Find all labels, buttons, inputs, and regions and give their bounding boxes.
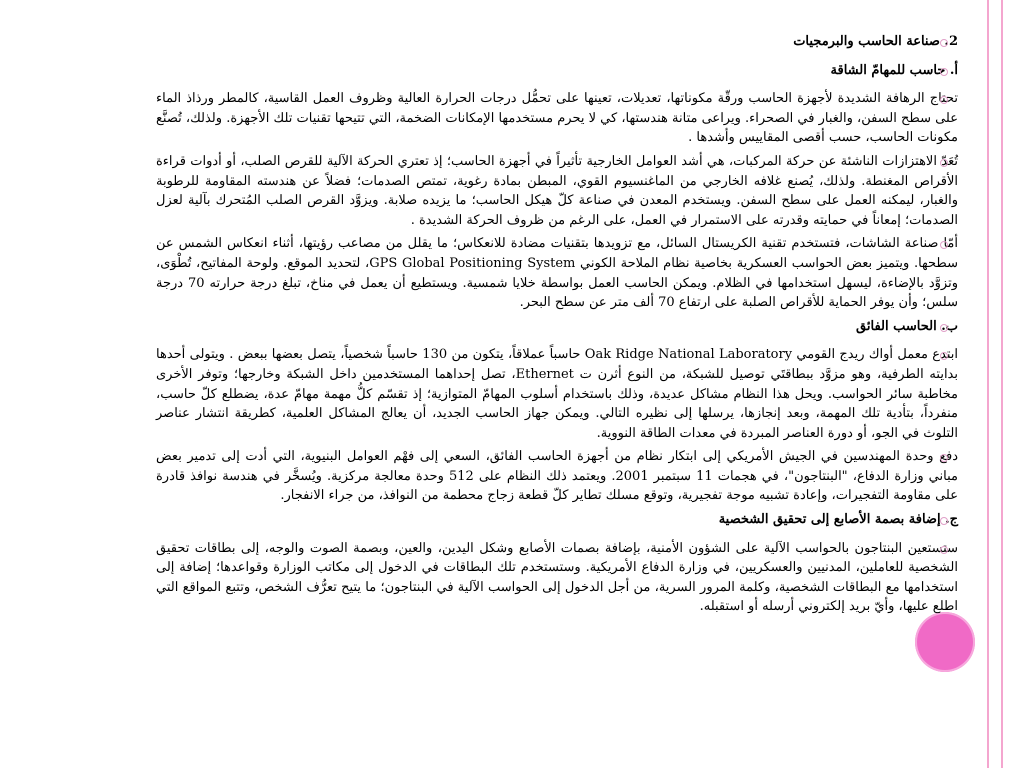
bullet-icon [940,39,948,47]
bullet-icon [940,546,948,554]
decorative-rule-right [1001,0,1003,768]
item-text: ب. الحاسب الفائق [856,318,958,334]
paragraph [118,234,958,312]
bullet-icon [940,517,948,525]
heading-supercomputer [118,317,958,337]
heading-rugged-computer [118,61,958,81]
item-text: ج. إضافة بصمة الأصابع إلى تحقيق الشخصية [718,512,958,528]
item-text: تحتاج الرهافة الشديدة لأجهزة الحاسب ورقّة مكوناتها، تعديلات، تعينها على تحمُّل درجات الحرارة العالية وظروف العمل القاسية، كالمطر ورذاذ الماء على سطح السفن، والغبار في الصحراء. ويراعى متانة هندستها، كي لا يحرم مستخدمها الإمكانات الضخمة، التي تتيحها تقنيات تلك الأجهزة. ولذلك، تُصنَّع مكونات الحاسب، حسب أقصى المقاييس وأشدها . [156,91,958,146]
item-text: 2. صناعة الحاسب والبرمجيات [793,34,958,49]
item-text: أ. حاسب للمهامّ الشاقة [830,62,958,78]
item-text: ستستعين البنتاجون بالحواسب الآلية على الشؤون الأمنية، بإضافة بصمات الأصابع وشكل اليدين، والعين، وبصمة الصوت والوجه، إلى بطاقات تحقيق الشخصية للعاملين، المدنيين والعسكريين، في وزارة الدفاع الأمريكية. وستستخدم تلك البطاقات في الدخول إلى مكاتب الوزارة وقواعدها؛ إضافة إلى استخدامها مع البطاقات الشخصية، وكلمة المرور السرية، من أجل الدخول إلى الحواسب الآلية في البنتاجون؛ ما يتيح تعرُّف الشخص، وتتبع المواقع التي اطلع عليها، وأيّ بريد إلكتروني أرسله أو استقبله. [156,540,958,615]
bullet-icon [940,159,948,167]
heading-fingerprint-identity [118,510,958,530]
item-text: ابتدع معمل أواك ريدج القومي Oak Ridge National Laboratory حاسباً عملاقاً، يتكون من 130 حاسباً شخصياً، يتصل بعضها ببعض . ويتولى أحدها بدايته الطرفية، وهو مزوَّد ببطاقتَي توصيل للشبكة، من النوع أثرن ت Ethernet، تصل إحداهما المستخدمين داخل الشبكة وخارجها؛ وتوفر الأخرى مخاطبة سائر الحواسب. ويحل هذا النظام مشاكل عديدة، وذلك باستخدام أسلوب المهامّ المتوازية؛ إذ تقسّم كلُّ مهمة مهامّ عدة، يضطلع كلّ حاسب، منفرداً، بتأدية تلك المهمة، وبعد إنجازها، يرسلها إلى نظيره التالي. ويمكن جهاز الحاسب الجديد، أن يعالج المشاكل العلمية، كطريقة انتشار عناصر التلوث في الجو، أو دورة العناصر المبردة في معدات الطاقة النووية. [156,347,959,441]
bullet-icon [940,68,948,76]
bullet-icon [940,324,948,332]
paragraph [118,89,958,148]
decorative-rule-left [987,0,989,768]
paragraph [118,447,958,506]
heading-computer-industry [118,32,958,52]
paragraph [118,345,958,443]
paragraph [118,539,958,617]
item-text: تُعَدّ الاهتزازات الناشئة عن حركة المركبات، هي أشد العوامل الخارجية تأثيراً في أجهزة الحاسب؛ إذ تعتري الحركة الآلية للقرص الصلب، أو أدوات قراءة الأقراص المغنطة. ولذلك، يُصنع غلافه الخارجي من الماغنسيوم القوي، المبطن بمادة رغوية، تمتص الصدمات؛ فضلاً عن هندسته المقاومة للرطوبة والغبار، ليمكنه العمل على سطح السفن. ويستخدم المعدن في صناعة كلّ هيكل الحاسب؛ ما يزيده صلابة. ويزوَّد القرص الصلب المُتحرك بآلية لعزل الصدمات؛ إمعاناً في حمايته وقدرته على الاستمرار في العمل، على الرغم من ظروف الحركة الشديدة . [156,153,958,228]
item-text: دفع وحدة المهندسين في الجيش الأمريكي إلى ابتكار نظام من أجهزة الحاسب الفائق، السعي إلى فهْم العوامل البنيوية، التي أدت إلى تدمير بعض مباني وزارة الدفاع، "البنتاجون"، في هجمات 11 سبتمبر 2001. ويعتمد ذلك النظام على 512 وحدة معالجة مركزية. ويُسخَّر في هندسة نوافذ قادرة على مقاومة التفجيرات، وإعادة تشبيه موجة تفجيرية، وتوقع مسلك تطاير كلّ قطعة زجاج محطمة من النوافذ، من جراء الانفجار. [156,449,958,504]
slide-content [118,30,958,621]
item-text: أمّا صناعة الشاشات، فتستخدم تقنية الكريستال السائل، مع تزويدها بتقنيات مضادة للانعكاس؛ ما يقلل من مصاعب رؤيتها، أثناء انعكاس الشمس عن سطحها. ويتميز بعض الحواسب العسكرية بخاصية نظام الملاحة الكوني GPS Global Positioning System، لتحديد الموقع. ولوحة المفاتيح، تُطْوَى، وتزوَّد بالإضاءة، ليسهل استخدامها في الظلام. ويمكن الحاسب العمل بواسطة خلايا شمسية. ويستطيع أن يعمل في مناخ، تبلغ درجة حرارته 70 درجة سلس؛ وأن يوفر الحماية للأقراص الصلبة على ارتفاع 70 ألف متر عن سطح البحر. [156,236,958,311]
paragraph [118,152,958,230]
